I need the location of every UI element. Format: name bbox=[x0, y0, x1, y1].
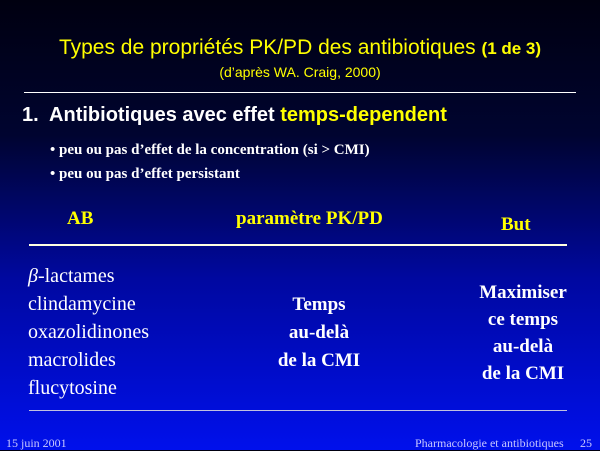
slide-subtitle: (d’après WA. Craig, 2000) bbox=[219, 64, 381, 80]
bullet-item: • peu ou pas d’effet persistant bbox=[50, 166, 240, 182]
header-divider bbox=[29, 244, 567, 246]
footer-date: 15 juin 2001 bbox=[6, 436, 67, 450]
but-line: Maximiser bbox=[479, 282, 567, 303]
param-line: de la CMI bbox=[277, 350, 361, 371]
bullet-item: • peu ou pas d’effet de la concentration (si > CMI) bbox=[50, 142, 370, 158]
drug-item: macrolides bbox=[28, 349, 116, 371]
table-bottom-divider bbox=[29, 410, 567, 411]
slide-title bbox=[0, 36, 600, 60]
param-value bbox=[254, 291, 384, 375]
drug-item: flucytosine bbox=[28, 377, 117, 399]
but-line: de la CMI bbox=[481, 363, 565, 384]
column-header-but: But bbox=[501, 214, 531, 235]
drug-item-name: -lactames bbox=[37, 265, 115, 287]
but-line: au-delà bbox=[492, 336, 554, 357]
column-header-ab: AB bbox=[67, 208, 94, 229]
drug-item: clindamycine bbox=[28, 293, 136, 315]
footer-page-number: 25 bbox=[580, 436, 592, 450]
param-line: Temps bbox=[292, 294, 346, 315]
but-value bbox=[455, 279, 591, 387]
param-line: au-delà bbox=[288, 322, 350, 343]
slide-title-suffix: (1 de 3) bbox=[481, 39, 542, 58]
drug-item: oxazolidinones bbox=[28, 321, 150, 343]
title-divider bbox=[24, 92, 576, 93]
section-heading bbox=[22, 104, 447, 127]
drug-item bbox=[28, 262, 149, 290]
column-header-param: paramètre PK/PD bbox=[236, 208, 383, 229]
section-heading-prefix: 1. Antibiotiques avec effet bbox=[22, 104, 281, 126]
section-heading-highlight: temps-dependent bbox=[280, 104, 447, 126]
but-line: ce temps bbox=[487, 309, 559, 330]
drug-list bbox=[28, 262, 149, 402]
footer-course: Pharmacologie et antibiotiques bbox=[415, 436, 564, 450]
slide-title-main: Types de propriétés PK/PD des antibiotiques bbox=[58, 36, 476, 59]
drug-item-prefix: β bbox=[28, 265, 38, 287]
